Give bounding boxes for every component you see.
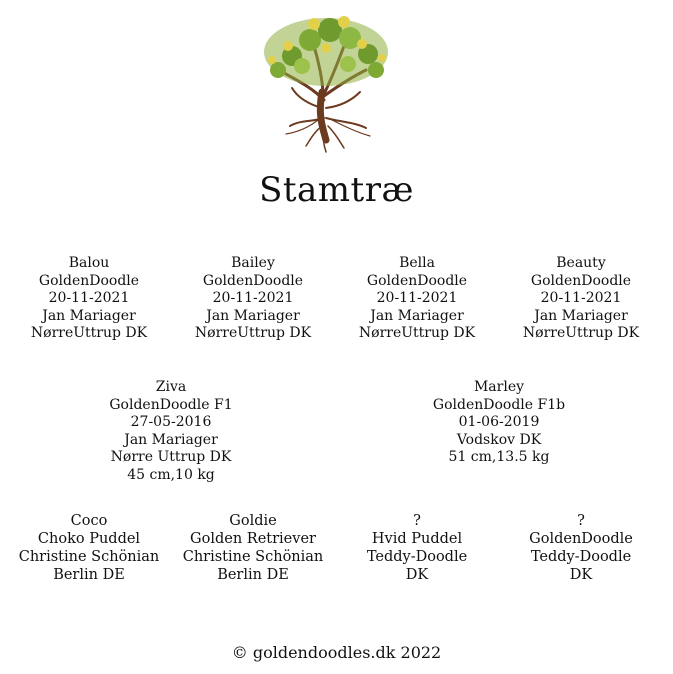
- grandparent-name: ?: [413, 513, 421, 529]
- puppy-place: NørreUttrup DK: [522, 325, 640, 341]
- grandparent-breed: GoldenDoodle: [529, 531, 633, 547]
- parent-name: Ziva: [155, 379, 187, 395]
- parent-size: 45 cm,10 kg: [127, 466, 215, 483]
- page-title: Stamtræ: [259, 170, 414, 210]
- grandparent-place: Berlin DE: [217, 567, 289, 583]
- parent-card-father: [424, 379, 574, 467]
- puppy-place: NørreUttrup DK: [194, 325, 312, 341]
- puppy-name: Bella: [399, 255, 435, 271]
- grandparent-type: Teddy-Doodle: [530, 549, 632, 565]
- puppy-breed: GoldenDoodle: [366, 272, 468, 289]
- grandparent-place: DK: [405, 567, 429, 583]
- puppy-card: [342, 255, 492, 343]
- grandparent-card: [173, 512, 333, 584]
- puppy-breeder: Jan Mariager: [206, 307, 300, 324]
- puppy-breed: GoldenDoodle: [38, 272, 140, 289]
- parent-card-mother: [96, 379, 246, 484]
- grandparent-breeder: Christine Schönian: [182, 549, 324, 565]
- puppy-card: [506, 255, 656, 343]
- parent-breed: GoldenDoodle F1: [109, 396, 233, 413]
- parent-breed: GoldenDoodle F1b: [432, 396, 566, 413]
- grandparent-breed: Choko Puddel: [37, 531, 141, 547]
- grandparent-name: Coco: [70, 513, 108, 529]
- puppy-breeder: Jan Mariager: [534, 307, 628, 324]
- parent-date: 27-05-2016: [130, 414, 212, 430]
- puppy-card: [178, 255, 328, 343]
- grandparent-name: ?: [577, 513, 585, 529]
- grandparent-name: Goldie: [229, 513, 277, 529]
- parent-breeder: Jan Mariager: [124, 431, 218, 448]
- grandparent-card: [501, 512, 661, 584]
- puppy-date: 20-11-2021: [376, 290, 458, 306]
- puppy-breed: GoldenDoodle: [202, 272, 304, 289]
- puppy-date: 20-11-2021: [540, 290, 622, 306]
- copyright-footer: © goldendoodles.dk 2022: [231, 643, 442, 662]
- puppy-place: NørreUttrup DK: [358, 325, 476, 341]
- parent-place: Nørre Uttrup DK: [110, 449, 232, 465]
- tree-logo-icon: [252, 8, 402, 158]
- grandparent-breed: Hvid Puddel: [371, 531, 463, 547]
- puppy-name: Beauty: [556, 255, 606, 271]
- puppy-breeder: Jan Mariager: [42, 307, 136, 324]
- puppy-name: Balou: [68, 255, 110, 271]
- parent-place: Vodskov DK: [456, 431, 542, 448]
- grandparent-place: Berlin DE: [53, 567, 125, 583]
- grandparent-breeder: Christine Schönian: [18, 549, 160, 565]
- puppy-breed: GoldenDoodle: [530, 272, 632, 289]
- parent-size: 51 cm,13.5 kg: [448, 449, 550, 465]
- puppy-date: 20-11-2021: [48, 290, 130, 306]
- grandparent-place: DK: [569, 567, 593, 583]
- parent-name: Marley: [473, 379, 525, 395]
- grandparent-breed: Golden Retriever: [190, 531, 316, 547]
- grandparent-type: Teddy-Doodle: [366, 549, 468, 565]
- puppy-breeder: Jan Mariager: [370, 307, 464, 324]
- puppy-place: NørreUttrup DK: [30, 325, 148, 341]
- puppy-date: 20-11-2021: [212, 290, 294, 306]
- parent-date: 01-06-2019: [458, 414, 540, 430]
- grandparent-card: [337, 512, 497, 584]
- puppy-card: [14, 255, 164, 343]
- grandparent-card: [9, 512, 169, 584]
- puppy-name: Bailey: [231, 255, 275, 271]
